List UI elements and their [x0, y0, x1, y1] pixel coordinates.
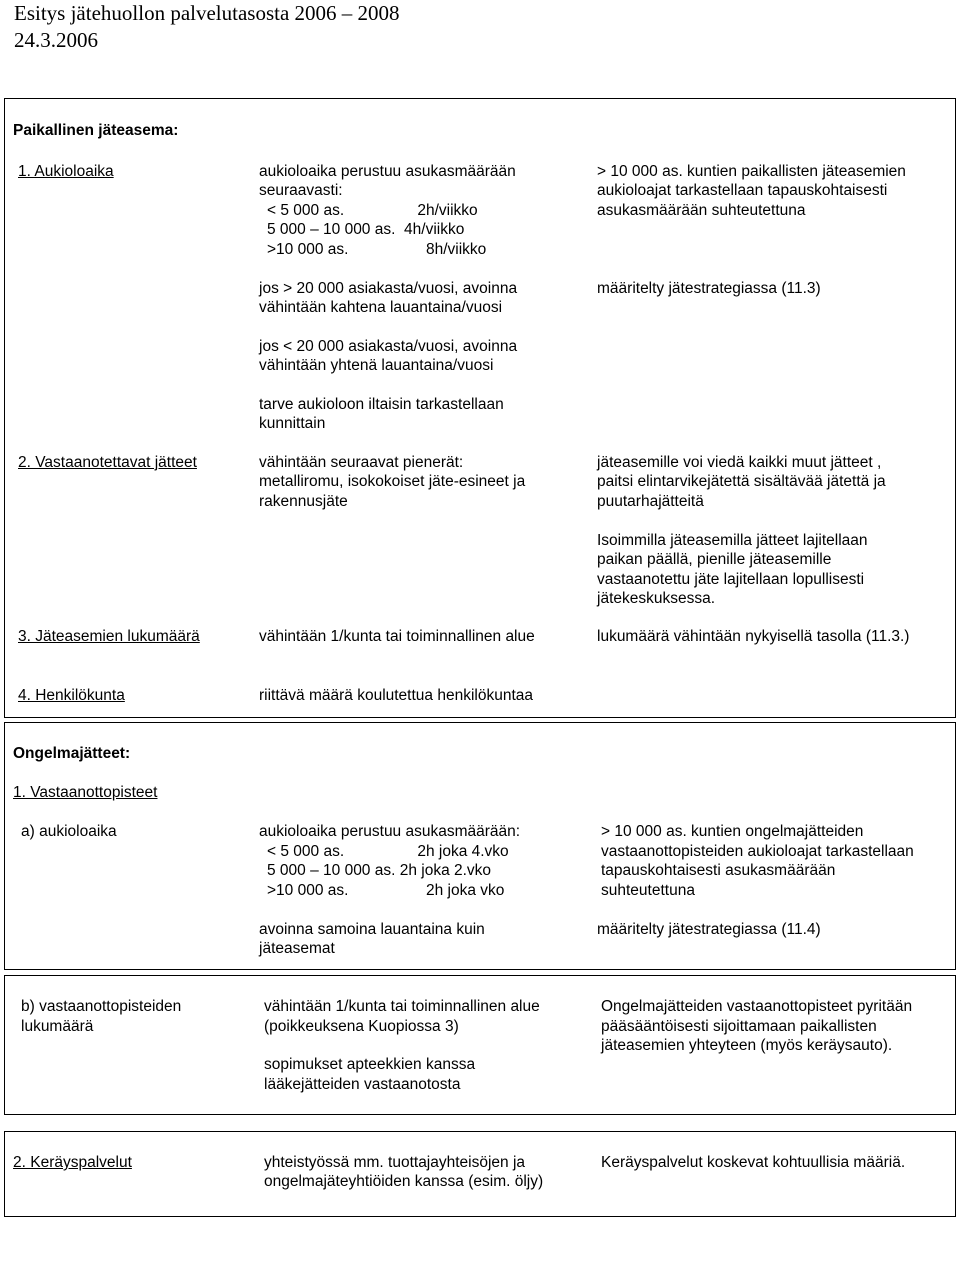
row-label-station-count: 3. Jäteasemien lukumäärä [18, 628, 200, 645]
document-date: 24.3.2006 [14, 28, 98, 52]
note-line: pääsääntöisesti sijoittamaan paikallisten [601, 1018, 877, 1035]
note-line: tapauskohtaisesti asukasmäärään [601, 862, 836, 879]
requirement-line: sopimukset apteekkien kanssa [264, 1056, 476, 1073]
row-label-staff: 4. Henkilökunta [18, 687, 125, 704]
row-label-collection-services: 2. Keräyspalvelut [13, 1154, 132, 1171]
requirement-line: lääkejätteiden vastaanotosta [264, 1076, 461, 1093]
row-label-hazardous-opening: a) aukioloaika [21, 823, 117, 840]
requirement-line: tarve aukioloon iltaisin tarkastellaan [259, 396, 504, 413]
note-line: jäteasemien yhteyteen (myös keräysauto). [601, 1037, 893, 1054]
requirement-line: vähintään yhtenä lauantaina/vuosi [259, 357, 494, 374]
requirement-line: seuraavasti: [259, 182, 343, 199]
note-line: asukasmäärään suhteutettuna [597, 202, 806, 219]
requirement-line: (poikkeuksena Kuopiossa 3) [264, 1018, 459, 1035]
note-station-count: lukumäärä vähintään nykyisellä tasolla (11.3.) [597, 628, 910, 645]
requirement-line: aukioloaika perustuu asukasmäärään: [259, 823, 521, 840]
requirement-line: vähintään kahtena lauantaina/vuosi [259, 299, 503, 316]
requirement-line: aukioloaika perustuu asukasmäärään [259, 163, 516, 180]
row-label-point-count-2: lukumäärä [21, 1018, 94, 1035]
requirement-staff: riittävä määrä koulutettua henkilökuntaa [259, 687, 533, 704]
section-title-local-station: Paikallinen jäteasema: [13, 122, 179, 139]
document-title: Esitys jätehuollon palvelutasosta 2006 – 2008 [14, 1, 400, 25]
requirement-line: jäteasemat [259, 940, 335, 957]
note-line: jäteasemille voi viedä kaikki muut jätteet , [597, 454, 882, 471]
note-line: aukioloajat tarkastellaan tapauskohtaisesti [597, 182, 888, 199]
requirement-line: rakennusjäte [259, 493, 348, 510]
subsection-title-reception-points: 1. Vastaanottopisteet [13, 784, 158, 801]
row-label-opening-hours: 1. Aukioloaika [18, 163, 114, 180]
requirement-line: vähintään 1/kunta tai toiminnallinen alue [264, 998, 540, 1015]
requirement-line: yhteistyössä mm. tuottajayhteisöjen ja [264, 1154, 526, 1171]
requirement-line: < 5 000 as. 2h joka 4.vko [267, 843, 509, 860]
requirement-line: jos < 20 000 asiakasta/vuosi, avoinna [259, 338, 518, 355]
row-label-accepted-waste: 2. Vastaanotettavat jätteet [18, 454, 197, 471]
requirement-line: jos > 20 000 asiakasta/vuosi, avoinna [259, 280, 518, 297]
section-title-hazardous: Ongelmajätteet: [13, 745, 131, 762]
requirement-line: metalliromu, isokokoiset jäte-esineet ja [259, 473, 526, 490]
note-line: puutarhajätteitä [597, 493, 704, 510]
note-line: paitsi elintarvikejätettä sisältävää jätettä ja [597, 473, 886, 490]
note-collection-services: Keräyspalvelut koskevat kohtuullisia määriä. [601, 1154, 906, 1171]
requirement-station-count: vähintään 1/kunta tai toiminnallinen alue [259, 628, 535, 645]
requirement-line: 5 000 – 10 000 as. 4h/viikko [267, 221, 465, 238]
requirement-line: ongelmajäteyhtiöiden kanssa (esim. öljy) [264, 1173, 544, 1190]
requirement-line: avoinna samoina lauantaina kuin [259, 921, 485, 938]
note-line: vastaanottopisteiden aukioloajat tarkastellaan [601, 843, 914, 860]
requirement-line: < 5 000 as. 2h/viikko [267, 202, 478, 219]
requirement-line: vähintään seuraavat pienerät: [259, 454, 464, 471]
note-line: vastaanotettu jäte lajitellaan lopullisesti [597, 571, 865, 588]
note-line: määritelty jätestrategiassa (11.4) [597, 921, 821, 938]
note-line: paikan päällä, pienille jäteasemille [597, 551, 832, 568]
note-line: jätekeskuksessa. [597, 590, 716, 607]
note-line: Isoimmilla jäteasemilla jätteet lajitellaan [597, 532, 868, 549]
note-line: suhteutettuna [601, 882, 695, 899]
requirement-line: >10 000 as. 2h joka vko [267, 882, 505, 899]
row-label-point-count-1: b) vastaanottopisteiden [21, 998, 182, 1015]
requirement-line: >10 000 as. 8h/viikko [267, 241, 487, 258]
note-line: määritelty jätestrategiassa (11.3) [597, 280, 821, 297]
note-line: Ongelmajätteiden vastaanottopisteet pyritään [601, 998, 913, 1015]
note-line: > 10 000 as. kuntien paikallisten jäteasemien [597, 163, 906, 180]
requirement-line: 5 000 – 10 000 as. 2h joka 2.vko [267, 862, 492, 879]
note-line: > 10 000 as. kuntien ongelmajätteiden [601, 823, 864, 840]
requirement-line: kunnittain [259, 415, 326, 432]
